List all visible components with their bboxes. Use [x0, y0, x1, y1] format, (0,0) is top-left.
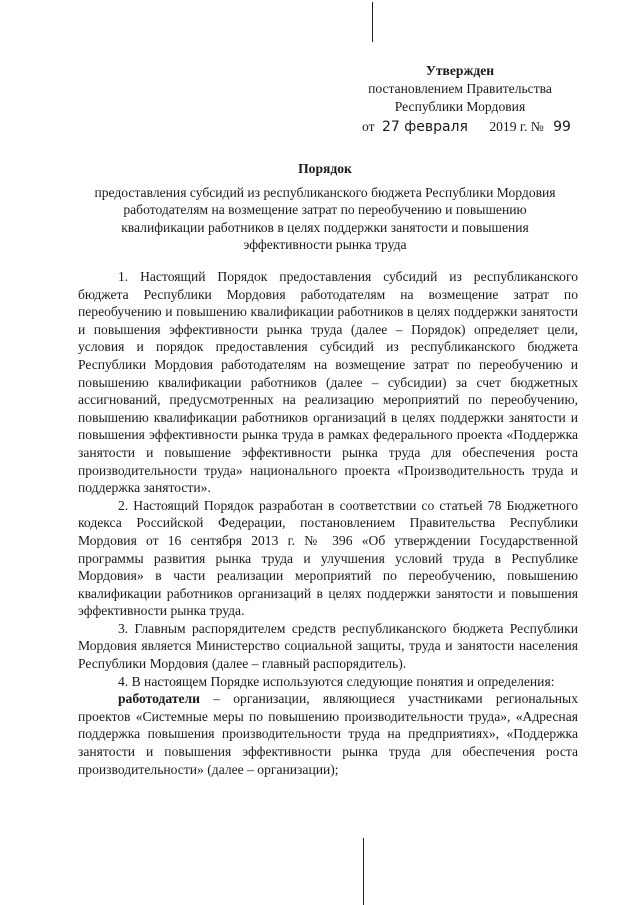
approval-block: [340, 62, 580, 136]
scan-mark-top: [372, 2, 373, 42]
document-heading: [80, 160, 570, 254]
approval-title: Утвержден: [425, 63, 495, 78]
scan-mark-bottom: [363, 838, 364, 905]
approval-line-2: Республики Мордовия: [394, 99, 526, 114]
term-employers: работодатели: [118, 691, 200, 707]
approval-date-year: 2019 г. №: [489, 119, 544, 134]
document-title: Порядок: [298, 161, 352, 176]
paragraph-5-text: – организации, являющиеся участниками региональных проектов «Системные меры по повышению производительности труда», «Адресная поддержка повышения производительности труда на предприятиях», «Поддержка занятости и повышения эффективности рынка труда для обеспечения роста производительности» (далее – организации);: [78, 691, 578, 777]
approval-number: 99: [553, 119, 571, 135]
paragraph-2: 2. Настоящий Порядок разработан в соответствии со статьей 78 Бюджетного кодекса Российской Федерации, постановлением Правительства Республики Мордовия от 16 сентября 2013 г. № 396 «Об утверждении Государственной программы развития рынка труда и улучшения условий труда в Республике Мордовия» в части реализации мероприятий по переобучению, повышению квалификации работников организаций в целях поддержки занятости и повышения эффективности рынка труда.: [78, 497, 578, 619]
paragraph-5: [78, 690, 578, 778]
approval-date-line: [340, 118, 580, 136]
approval-date-prefix: от: [362, 119, 375, 134]
approval-line-1: постановлением Правительства: [368, 81, 552, 96]
paragraph-3: 3. Главным распорядителем средств республиканского бюджета Республики Мордовия является Министерство социальной защиты, труда и занятости населения Республики Мордовия (далее – главный распорядитель).: [78, 620, 578, 672]
paragraph-4: 4. В настоящем Порядке используются следующие понятия и определения:: [118, 673, 555, 689]
approval-date-day-month: 27 февраля: [381, 119, 468, 135]
document-body: [78, 268, 578, 778]
paragraph-1: 1. Настоящий Порядок предоставления субсидий из республиканского бюджета Республики Мордовия работодателям на возмещение затрат по переобучению и повышению квалификации работников в целях поддержки занятости и повышения эффективности рынка труда (далее – Порядок) определяет цели, условия и порядок предоставления субсидий из республиканского бюджета Республики Мордовия работодателям на возмещение затрат по переобучению и повышению квалификации работников (далее – субсидии) за счет бюджетных ассигнований, предусмотренных на реализацию мероприятий по переобучению, повышению квалификации работников организаций в целях поддержки занятости и повышения эффективности рынка труда в рамках федерального проекта «Поддержка занятости и повышение эффективности рынка труда для обеспечения роста производительности труда» национального проекта «Производительность труда и поддержка занятости».: [78, 269, 578, 496]
document-subtitle: предоставления субсидий из республиканского бюджета Республики Мордовия работодателям на возмещение затрат по переобучению и повышению квалификации работников в целях поддержки занятости и повышения эффективности рынка труда: [94, 184, 556, 252]
